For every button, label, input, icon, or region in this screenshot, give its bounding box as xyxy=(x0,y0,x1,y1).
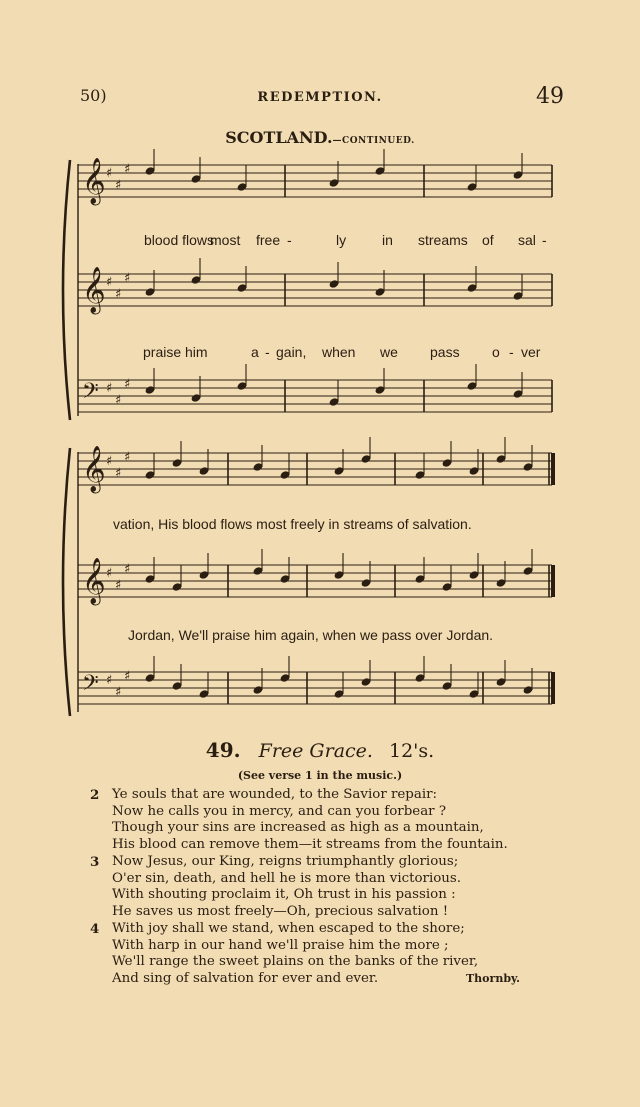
system-bracket xyxy=(63,160,70,420)
lyric-syllable: - xyxy=(509,344,514,360)
page-number: 49 xyxy=(536,84,564,109)
lyric-syllable: when xyxy=(322,344,356,360)
hymn-heading xyxy=(0,738,640,762)
lyric-syllable: - xyxy=(287,232,292,248)
lyric-syllable: in xyxy=(382,232,393,248)
lyric-syllable: o xyxy=(492,344,500,360)
lyric-syllable: - xyxy=(542,232,547,248)
lyrics-system1-treble xyxy=(0,232,640,252)
lyric-syllable: of xyxy=(482,232,494,248)
lyric-syllable: streams xyxy=(418,232,468,248)
treble-clef-icon: 𝄞 xyxy=(82,267,106,313)
verse-number: 4 xyxy=(90,921,100,937)
treble-clef-icon: 𝄞 xyxy=(82,446,106,492)
sharp-icon: ♯ xyxy=(115,287,122,302)
verse-line: Now he calls you in mercy, and can you forbear ? xyxy=(112,803,447,819)
hymn-meter: 12's. xyxy=(389,740,435,762)
final-barline xyxy=(551,453,555,485)
lyric-syllable: gain, xyxy=(276,344,307,360)
stanza-3 xyxy=(90,854,570,924)
sharp-icon: ♯ xyxy=(106,166,113,181)
sharp-icon: ♯ xyxy=(106,381,113,396)
lyric-syllable: a xyxy=(251,344,259,360)
lyric-syllable: pass xyxy=(430,344,460,360)
lyric-syllable: - xyxy=(265,344,270,360)
verse-number: 2 xyxy=(90,787,100,803)
bass-clef-icon: 𝄢 xyxy=(82,379,99,409)
page-header-left: 50) xyxy=(80,86,107,105)
verse-line: Now Jesus, our King, reigns triumphantly glorious; xyxy=(112,854,459,869)
bass-clef-icon: 𝄢 xyxy=(82,671,99,701)
lyric-syllable: ver xyxy=(521,344,541,360)
lyrics-system2-treble: vation, His blood flows most freely in streams of salvation. xyxy=(113,516,472,532)
verse-line: His blood can remove them—it streams from the fountain. xyxy=(112,836,508,852)
sharp-icon: ♯ xyxy=(124,562,131,577)
lyrics-system1-alto xyxy=(0,344,640,364)
verse-line: He saves us most freely—Oh, precious salvation ! xyxy=(112,903,449,919)
tune-continued: —CONTINUED. xyxy=(332,136,415,146)
hymn-author: Thornby. xyxy=(466,972,520,985)
sharp-icon: ♯ xyxy=(115,466,122,481)
verse-line: With harp in our hand we'll praise him the more ; xyxy=(112,937,449,953)
verse-line: Ye souls that are wounded, to the Savior repair: xyxy=(112,787,438,802)
stanza-2 xyxy=(90,787,570,857)
lyric-syllable: blood flows xyxy=(144,232,215,248)
hymn-reference: (See verse 1 in the music.) xyxy=(237,769,403,782)
lyrics-system2-alto: Jordan, We'll praise him again, when we pass over Jordan. xyxy=(128,627,494,643)
sharp-icon: ♯ xyxy=(124,271,131,286)
sharp-icon: ♯ xyxy=(115,393,122,408)
tune-name: SCOTLAND. xyxy=(225,128,333,147)
sharp-icon: ♯ xyxy=(124,377,131,392)
verse-line: And sing of salvation for ever and ever. xyxy=(112,970,379,986)
system-bracket xyxy=(63,448,70,716)
sharp-icon: ♯ xyxy=(124,450,131,465)
verse-line: O'er sin, death, and hell he is more than victorious. xyxy=(112,870,462,886)
verse-line: With shouting proclaim it, Oh trust in his passion : xyxy=(112,887,456,903)
verse-line: With joy shall we stand, when escaped to the shore; xyxy=(112,921,465,936)
treble-clef-icon: 𝄞 xyxy=(82,558,106,604)
sharp-icon: ♯ xyxy=(106,454,113,469)
lyric-syllable: we xyxy=(380,344,398,360)
lyric-syllable: most xyxy=(210,232,241,248)
lyric-syllable: ly xyxy=(336,232,347,248)
treble-clef-icon: 𝄞 xyxy=(82,158,106,204)
lyric-syllable: praise him xyxy=(143,344,208,360)
sharp-icon: ♯ xyxy=(106,566,113,581)
running-head: REDEMPTION. xyxy=(257,90,383,105)
lyric-syllable: sal xyxy=(518,232,536,248)
hymn-name: Free Grace. xyxy=(258,740,373,762)
final-barline xyxy=(551,565,555,597)
verse-line: We'll range the sweet plains on the banks of the river, xyxy=(112,954,479,970)
verse-number: 3 xyxy=(90,854,100,870)
final-barline xyxy=(551,672,555,704)
verse-line: Though your sins are increased as high as a mountain, xyxy=(112,820,484,836)
sharp-icon: ♯ xyxy=(106,673,113,688)
sharp-icon: ♯ xyxy=(124,669,131,684)
sharp-icon: ♯ xyxy=(115,685,122,700)
sharp-icon: ♯ xyxy=(115,578,122,593)
hymn-number: 49. xyxy=(205,738,241,762)
lyric-syllable: free xyxy=(256,232,281,248)
sharp-icon: ♯ xyxy=(106,275,113,290)
sharp-icon: ♯ xyxy=(124,162,131,177)
sharp-icon: ♯ xyxy=(115,178,122,193)
